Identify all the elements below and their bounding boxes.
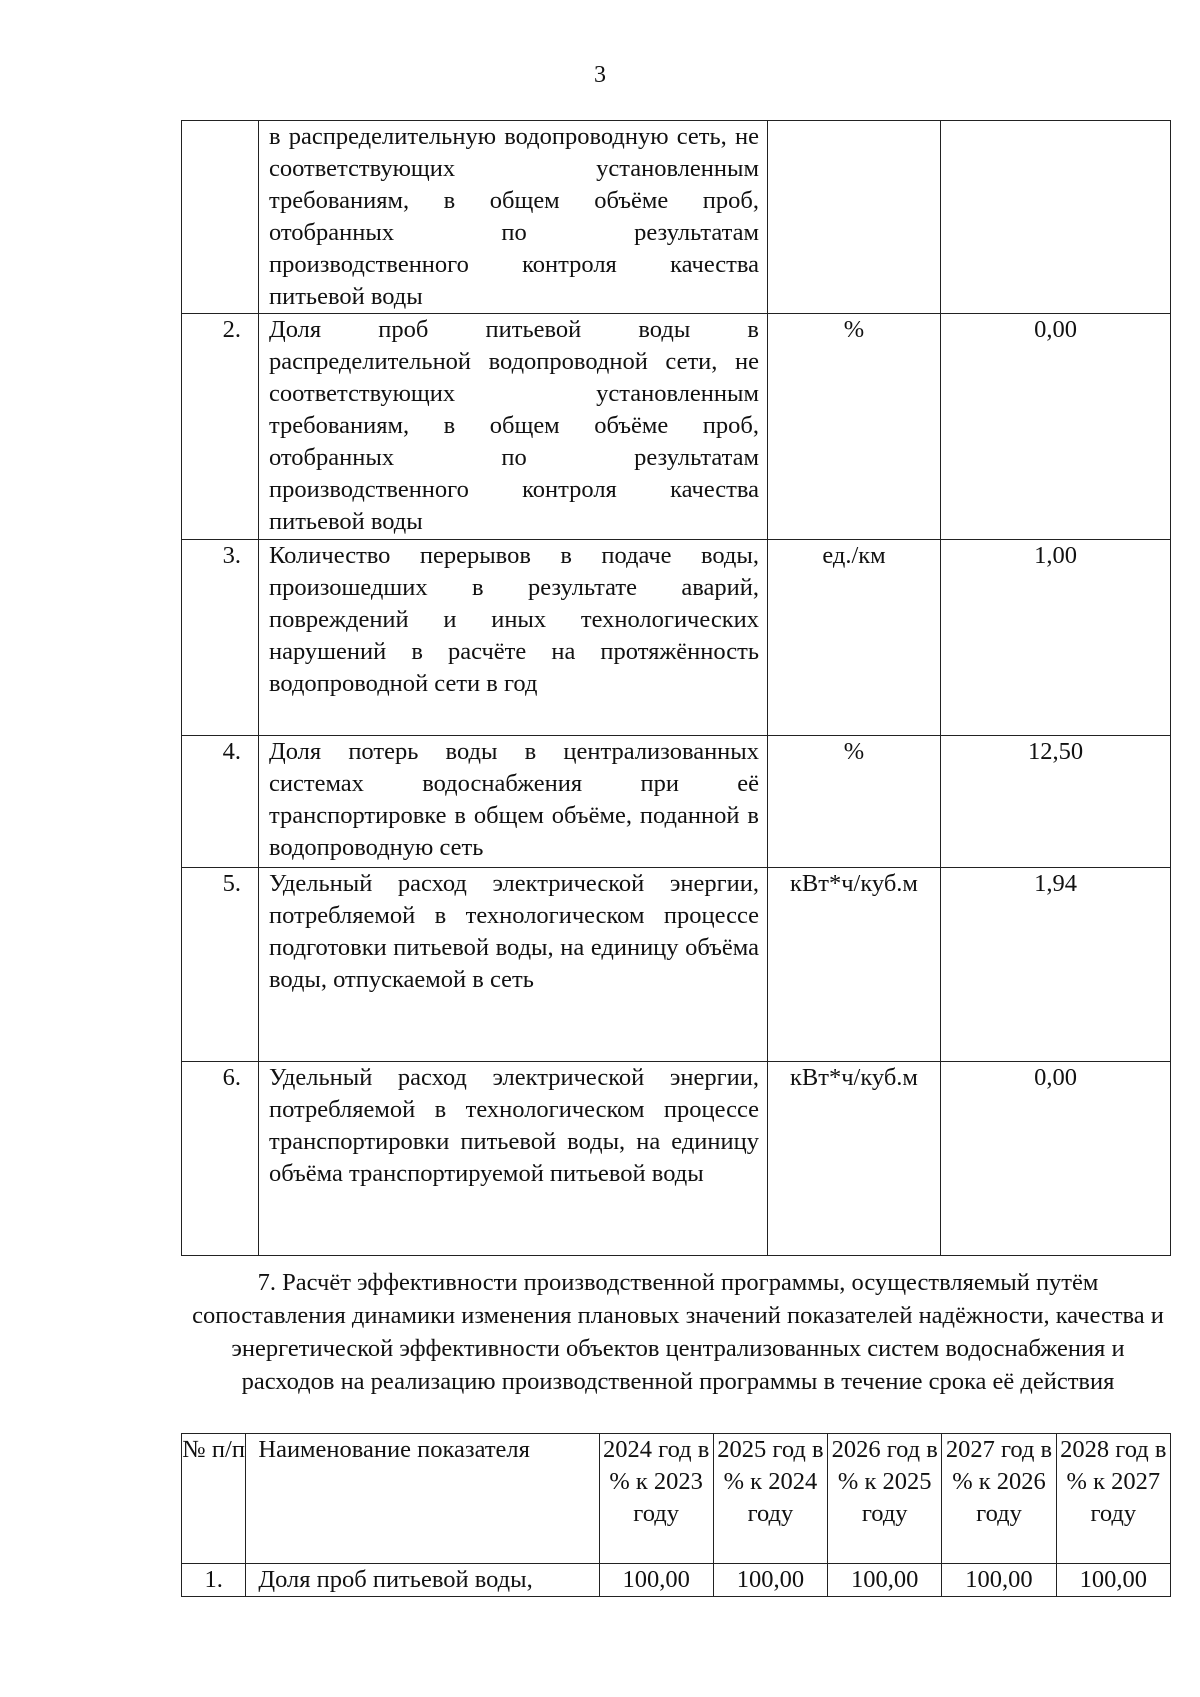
row-number: 1. — [182, 1564, 246, 1597]
year-value: 100,00 — [828, 1564, 942, 1597]
indicator-unit: % — [768, 736, 941, 868]
header-year: 2024 год в % к 2023 году — [599, 1434, 713, 1564]
row-number: 3. — [182, 540, 259, 736]
indicator-unit — [768, 121, 941, 314]
row-number: 2. — [182, 314, 259, 540]
indicator-name: Доля проб питьевой воды в распределительной водопроводной сети, не соответствующих установленным требованиям, в общем объёме проб, отобранных по результатам производственного контроля качества питьевой воды — [259, 314, 768, 540]
indicators-table — [181, 120, 1171, 1256]
indicator-unit: ед./км — [768, 540, 941, 736]
indicator-unit: кВт*ч/куб.м — [768, 868, 941, 1062]
table-row — [182, 868, 1171, 1062]
row-number: 5. — [182, 868, 259, 1062]
indicator-value: 1,00 — [941, 540, 1171, 736]
table-row — [182, 314, 1171, 540]
year-value: 100,00 — [599, 1564, 713, 1597]
indicator-name: Доля проб питьевой воды, — [246, 1564, 599, 1597]
year-value: 100,00 — [713, 1564, 827, 1597]
table-row — [182, 1062, 1171, 1256]
row-number: 6. — [182, 1062, 259, 1256]
indicator-value: 0,00 — [941, 1062, 1171, 1256]
indicator-value: 0,00 — [941, 314, 1171, 540]
table-header-row — [182, 1434, 1171, 1564]
indicator-name: Удельный расход электрической энергии, потребляемой в технологическом процессе подготовки питьевой воды, на единицу объёма воды, отпускаемой в сеть — [259, 868, 768, 1062]
header-year: 2028 год в % к 2027 году — [1056, 1434, 1170, 1564]
indicator-unit: кВт*ч/куб.м — [768, 1062, 941, 1256]
indicator-name: Количество перерывов в подаче воды, произошедших в результате аварий, повреждений и иных технологических нарушений в расчёте на протяжённость водопроводной сети в год — [259, 540, 768, 736]
page-number: 3 — [594, 62, 606, 88]
table-row — [182, 1564, 1171, 1597]
table-row — [182, 736, 1171, 868]
row-number: 4. — [182, 736, 259, 868]
year-value: 100,00 — [942, 1564, 1056, 1597]
indicator-value: 1,94 — [941, 868, 1171, 1062]
header-year: 2025 год в % к 2024 году — [713, 1434, 827, 1564]
indicator-name: Удельный расход электрической энергии, потребляемой в технологическом процессе транспортировки питьевой воды, на единицу объёма транспортируемой питьевой воды — [259, 1062, 768, 1256]
indicator-value: 12,50 — [941, 736, 1171, 868]
header-year: 2027 год в % к 2026 году — [942, 1434, 1056, 1564]
indicator-name: Доля потерь воды в централизованных системах водоснабжения при её транспортировке в общем объёме, поданной в водопроводную сеть — [259, 736, 768, 868]
indicator-unit: % — [768, 314, 941, 540]
indicator-value — [941, 121, 1171, 314]
section-7-title: 7. Расчёт эффективности производственной программы, осуществляемый путём сопоставления динамики изменения плановых значений показателей надёжности, качества и энергетической эффективности объектов централизованных систем водоснабжения и расходов на реализацию производственной программы в течение срока её действия — [192, 1269, 1164, 1395]
efficiency-table — [181, 1433, 1171, 1597]
table-row — [182, 540, 1171, 736]
indicator-name: в распределительную водопроводную сеть, не соответствующих установленным требованиям, в общем объёме проб, отобранных по результатам производственного контроля качества питьевой воды — [259, 121, 768, 314]
header-number: № п/п — [182, 1434, 246, 1564]
row-number — [182, 121, 259, 314]
year-value: 100,00 — [1056, 1564, 1170, 1597]
table-row — [182, 121, 1171, 314]
header-year: 2026 год в % к 2025 году — [828, 1434, 942, 1564]
header-name: Наименование показателя — [246, 1434, 599, 1564]
